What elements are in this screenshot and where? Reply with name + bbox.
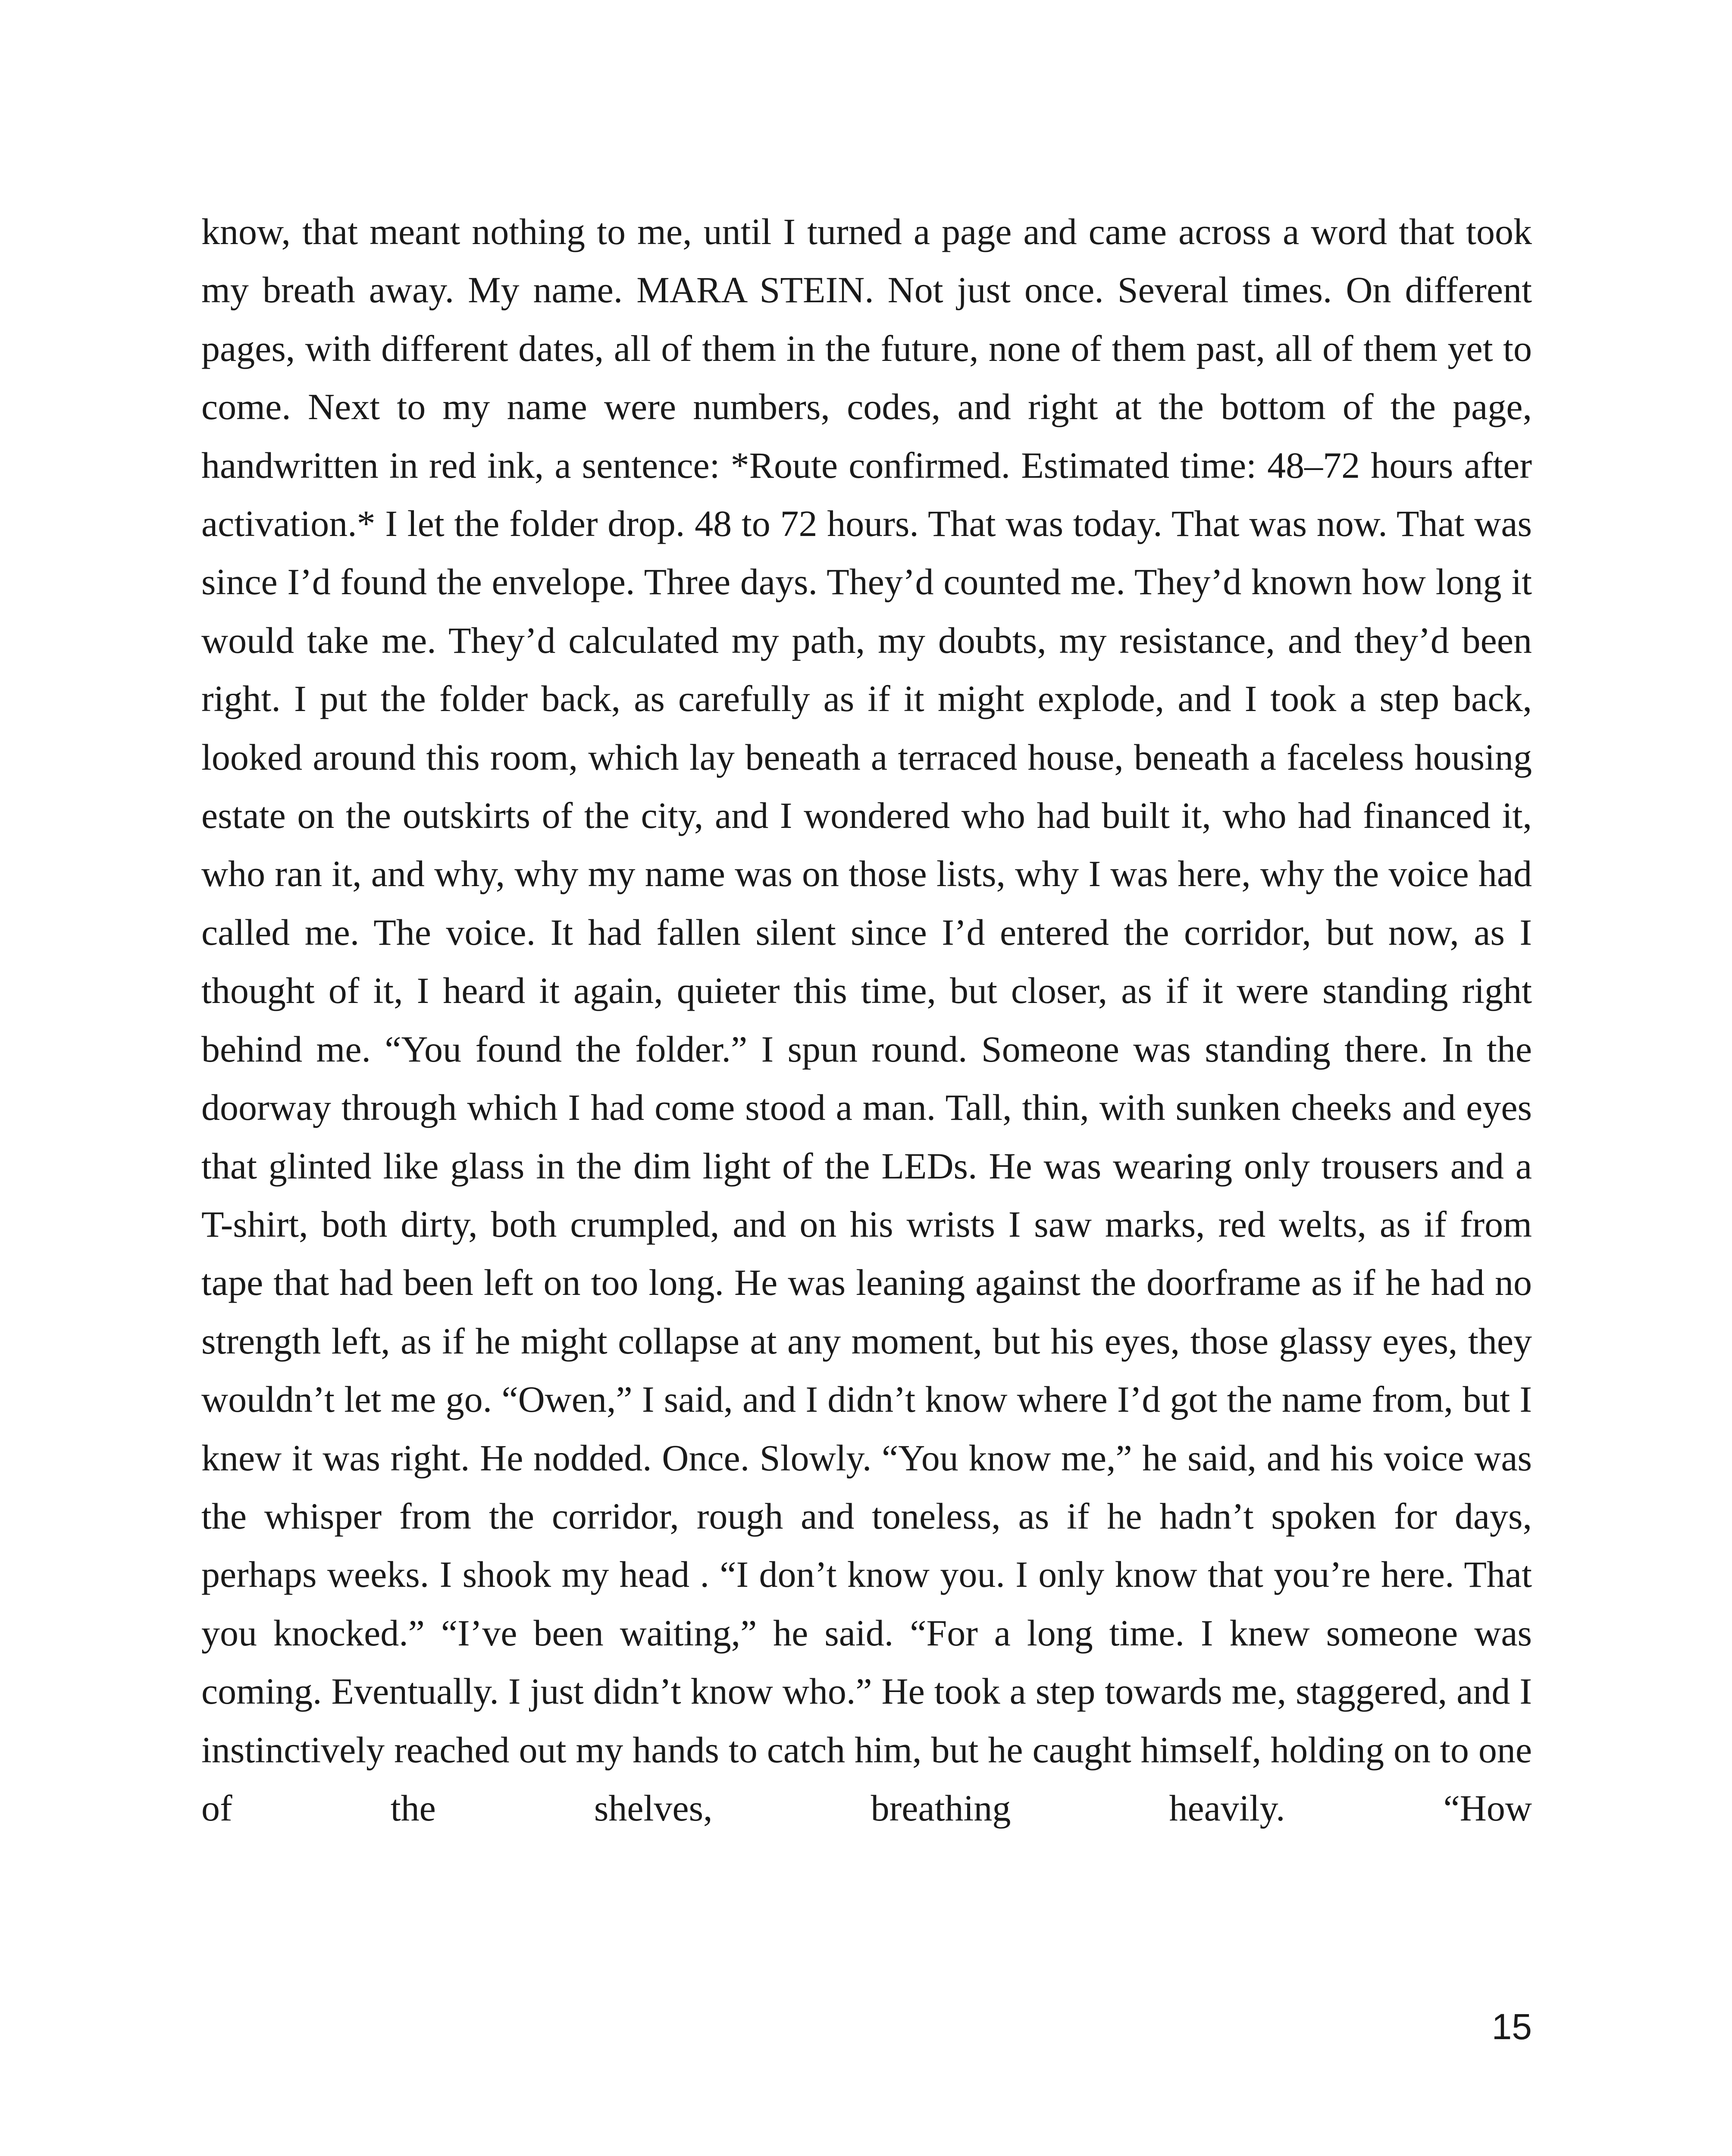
body-paragraph: know, that meant nothing to me, until I turned a page and came across a word that took my breath away. My name. MARA STEIN. Not just once. Several times. On different pages, with different dates, all of them in the future, none of them past, all of them yet to come. Next to my name were numbers, codes, and right at the bottom of the page, handwritten in red ink, a sentence: *Route confirmed. Estimated time: 48–72 hours after activation.* I let the folder drop. 48 to 72 hours. That was today. That was now. That was since I’d found the envelope. Three days. They’d counted me. They’d known how long it would take me. They’d calculated my path, my doubts, my resistance, and they’d been right. I put the folder back, as carefully as if it might explode, and I took a step back, looked around this room, which lay beneath a terraced house, beneath a faceless housing estate on the outskirts of the city, and I wondered who had built it, who had financed it, who ran it, and why, why my name was on those lists, why I was here, why the voice had called me. The voice. It had fallen silent since I’d entered the corridor, but now, as I thought of it, I heard it again, quieter this time, but closer, as if it were standing right behind me. “You found the folder.” I spun round. Someone was standing there. In the doorway through which I had come stood a man. Tall, thin, with sunken cheeks and eyes that glinted like glass in the dim light of the LEDs. He was wearing only trousers and a T-shirt, both dirty, both crumpled, and on his wrists I saw marks, red welts, as if from tape that had been left on too long. He was leaning against the doorframe as if he had no strength left, as if he might collapse at any moment, but his eyes, those glassy eyes, they wouldn’t let me go. “Owen,” I said, and I didn’t know where I’d got the name from, but I knew it was right. He nodded. Once. Slowly. “You know me,” he said, and his voice was the whisper from the corridor, rough and toneless, as if he hadn’t spoken for days, perhaps weeks. I shook my head . “I don’t know you. I only know that you’re here. That you knocked.” “I’ve been waiting,” he said. “For a long time. I knew someone was coming. Eventually. I just didn’t know who.” He took a step towards me, staggered, and I instinctively reached out my hands to catch him, but he caught himself, holding on to one of the shelves, breathing heavily. “How <box>201 211 1532 1829</box>
page-number: 15 <box>1491 2006 1532 2047</box>
